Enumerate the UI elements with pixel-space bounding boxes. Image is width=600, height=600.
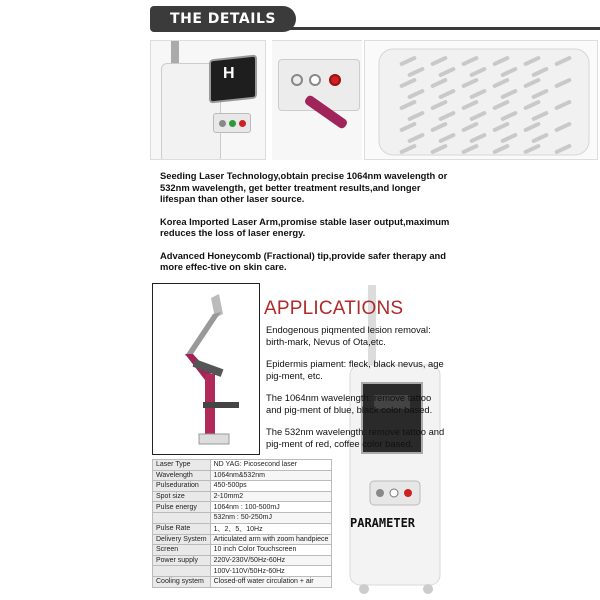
features-text (160, 170, 450, 284)
section-header (150, 6, 600, 32)
table-row (153, 534, 332, 545)
application-item: The 1064nm wavelength: remove tattoo and pig-ment of blue, black color based. (266, 392, 433, 415)
param-value: 10 inch Color Touchscreen (210, 545, 332, 556)
knob-icon (229, 120, 236, 127)
table-row (153, 502, 332, 513)
parameter-table (152, 459, 332, 588)
control-panel-photo (272, 40, 362, 160)
table-row (153, 512, 332, 523)
emergency-stop-icon (329, 74, 341, 86)
param-label: Wavelength (153, 470, 211, 481)
param-value: 220V-230V/50Hz-60Hz (210, 555, 332, 566)
key-switch-icon (291, 74, 303, 86)
emergency-stop-icon (239, 120, 246, 127)
port-icon (309, 74, 321, 86)
table-row (153, 470, 332, 481)
feature-paragraph: Advanced Honeycomb (Fractional) tip,provide safer therapy and more effec-tive on skin care. (160, 249, 446, 272)
table-row (153, 481, 332, 492)
param-value: ND YAG: Picosecond laser (210, 460, 332, 471)
param-label: Power supply (153, 555, 211, 566)
detail-photos (150, 40, 598, 160)
param-label: Cooling system (153, 576, 211, 587)
param-label: Delivery System (153, 534, 211, 545)
section-title: THE DETAILS (150, 6, 296, 32)
feature-paragraph: Seeding Laser Technology,obtain precise 1064nm wavelength or 532nm wavelength, get better treatment results,and longer lifespan than other laser source. (160, 170, 448, 204)
table-row (153, 460, 332, 471)
brand-logo: H (223, 65, 235, 82)
vent-grille-photo (364, 40, 598, 160)
header-rule (290, 27, 600, 30)
param-value: 1064nm : 100-500mJ (210, 502, 332, 513)
param-value: Closed-off water circulation + air (210, 576, 332, 587)
param-label: Pulse energy (153, 502, 211, 513)
param-label: Laser Type (153, 460, 211, 471)
vent-grille (365, 41, 598, 160)
device-screen-photo (150, 40, 266, 160)
table-row (153, 555, 332, 566)
control-panel (213, 113, 251, 133)
param-value: 532nm : 50-250mJ (210, 512, 332, 523)
table-row (153, 523, 332, 534)
application-item: Epidermis piament: fleck, black nevus, age pig-ment, etc. (266, 358, 444, 381)
parameter-title: PARAMETER (350, 516, 416, 530)
table-row (153, 576, 332, 587)
applications-list (266, 324, 446, 460)
param-value: 2-10mm2 (210, 491, 332, 502)
param-value: Articulated arm with zoom handpiece (210, 534, 332, 545)
feature-paragraph: Korea Imported Laser Arm,promise stable laser output,maximum reduces the loss of laser energy. (160, 215, 450, 238)
param-value: 1064nm&532nm (210, 470, 332, 481)
application-item: The 532nm wavelength: remove tattoo and pig-ment of red, coffee color based. (266, 426, 445, 449)
param-value: 1、2、5、10Hz (210, 523, 332, 534)
application-item: Endogenous piqmented lesion removal: birth-mark, Nevus of Ota,etc. (266, 324, 431, 347)
param-value: 450-500ps (210, 481, 332, 492)
knob-icon (219, 120, 226, 127)
table-row (153, 566, 332, 577)
param-label: Pulse Rate (153, 523, 211, 534)
param-label (153, 566, 211, 577)
param-label (153, 512, 211, 523)
param-value: 100V-110V/50Hz-60Hz (210, 566, 332, 577)
table-row (153, 491, 332, 502)
laser-arm-photo (152, 283, 260, 455)
param-label: Spot size (153, 491, 211, 502)
param-label: Screen (153, 545, 211, 556)
applications-title: APPLICATIONS (264, 298, 404, 319)
table-row (153, 545, 332, 556)
param-label: Pulseduration (153, 481, 211, 492)
